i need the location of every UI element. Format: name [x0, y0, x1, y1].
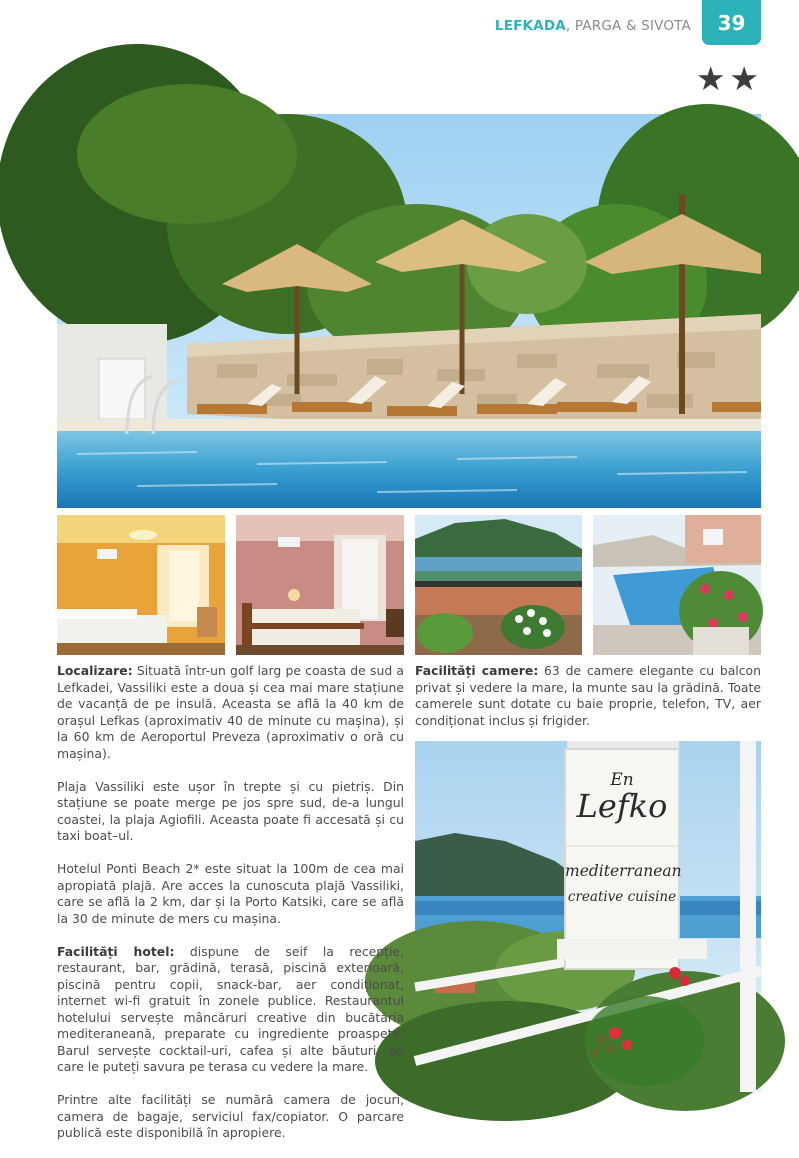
other-facilities-paragraph	[57, 1092, 404, 1142]
sign-line-lefko: Lefko	[576, 787, 668, 825]
hotel-location-text: Hotelul Ponti Beach 2* este situat la 100m de cea mai apropiată plajă. Are acces la cunoscuta plajă Vassiliki, care se află la 2 km, dar și la Porto Katsiki, care se află la 30 de minute de mers cu mașina.	[57, 861, 404, 926]
sign-line-en: En	[610, 770, 634, 790]
hotel-facilities-paragraph	[57, 944, 404, 1076]
star-icon: ★	[695, 59, 726, 98]
hotel-description-right-column	[415, 663, 761, 746]
room-facilities-paragraph	[415, 663, 761, 729]
sign-line-mediterranean: mediterranean	[565, 862, 682, 880]
location-text: Situată într-un golf larg pe coasta de sud a Lefkadei, Vassiliki este a doua și cea mai mare stațiune de vacanță de pe insulă. Aceasta se află la 40 km de orașul Lefkas (aproximativ 40 de minute cu mașina), și la 60 km de Aeroportul Preveza (aproximativ o oră cu mașina).	[57, 663, 404, 761]
beach-text: Plaja Vassiliki este ușor în trepte și cu pietriș. Din stațiune se poate merge pe jos spre sud, de-a lungul coastei, la plaja Agiofili. Aceasta poate fi accesată și cu taxi boat–ul.	[57, 778, 404, 843]
location-paragraph	[57, 663, 404, 762]
hotel-rating	[695, 59, 759, 98]
sign-line-creative-cuisine: creative cuisine	[567, 889, 677, 905]
star-icon: ★	[729, 59, 759, 98]
page-number: 39	[717, 10, 746, 35]
page-number-tab	[702, 0, 761, 45]
beach-paragraph	[57, 779, 404, 845]
page-header-title	[495, 18, 691, 34]
pool-and-flowers-photo	[593, 515, 761, 655]
location-label: Localizare:	[57, 663, 133, 678]
hotel-facilities-label: Facilități hotel:	[57, 943, 175, 959]
hotel-description-left-column	[57, 663, 404, 1158]
yellow-bedroom-photo	[57, 515, 225, 655]
header-subregions: , PARGA & SIVOTA	[565, 18, 691, 34]
hotel-pool-photo	[57, 114, 761, 508]
room-facilities-text: 63 de camere elegante cu balcon privat și vedere la mare, la munte sau la grădină. Toate camerele sunt dotate cu baie proprie, telefon, TV, aer condiționat inclus și frigider.	[415, 663, 761, 728]
restaurant-sign-photo	[415, 741, 761, 1092]
hotel-location-paragraph	[57, 861, 404, 927]
other-facilities-text: Printre alte facilități se numără camera de jocuri, camera de bagaje, serviciul fax/copiator. O parcare publică este disponibilă în apropiere.	[57, 1092, 404, 1140]
header-region: LEFKADA	[494, 18, 566, 34]
pink-bedroom-photo	[236, 515, 404, 655]
hotel-facilities-text: dispune de seif la recepție, restaurant, bar, grădină, terasă, piscină exterioară, piscină pentru copii, snack-bar, aer condiționat, internet wi-fi gratuit în zonele publice. Restaurantul hotelului servește mâncăruri creative din bucătăria mediteraneană, preparate cu ingrediente proaspete. Barul servește cocktail-uri, cafea și alte băuturi, pe care le puteți savura pe terasa cu vedere la mare.	[57, 943, 404, 1074]
room-facilities-label: Facilități camere:	[415, 663, 539, 678]
sea-view-balcony-photo	[415, 515, 582, 655]
